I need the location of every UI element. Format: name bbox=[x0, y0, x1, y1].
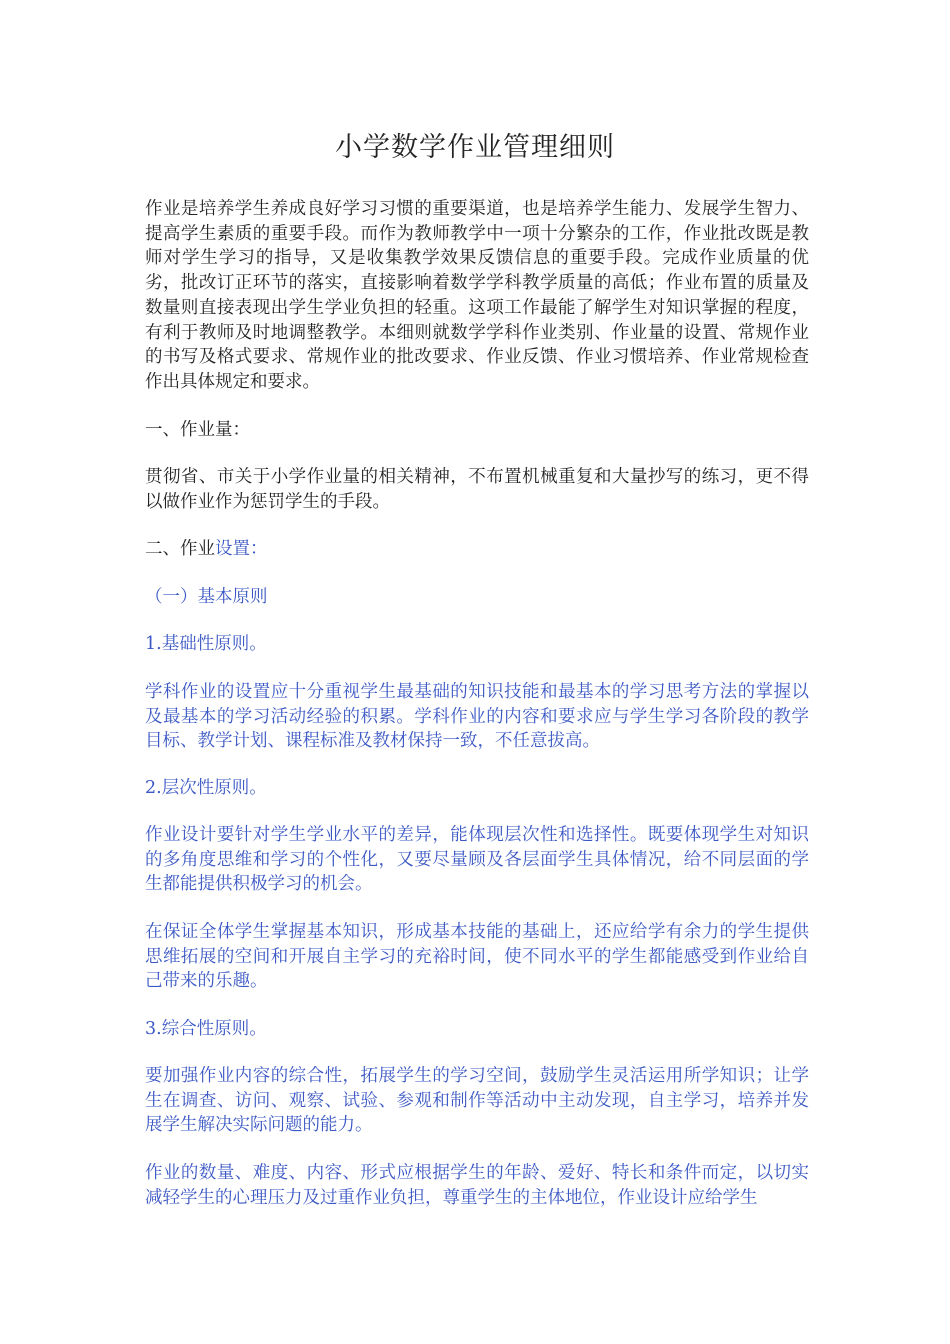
section-2-heading-prefix: 二、作业 bbox=[145, 539, 215, 559]
section-2-heading bbox=[145, 537, 809, 562]
principle-1-heading: 1.基础性原则。 bbox=[145, 634, 267, 654]
principle-2-heading: 2.层次性原则。 bbox=[145, 778, 267, 798]
principle-3-body-2: 作业的数量、难度、内容、形式应根据学生的年龄、爱好、特长和条件而定，以切实减轻学生的心理压力及过重作业负担，尊重学生的主体地位，作业设计应给学生 bbox=[145, 1163, 809, 1208]
subsection-1-heading: （一）基本原则 bbox=[145, 587, 268, 607]
principle-1-body: 学科作业的设置应十分重视学生最基础的知识技能和最基本的学习思考方法的掌握以及最基本的学习活动经验的积累。学科作业的内容和要求应与学生学习各阶段的教学目标、教学计划、课程标准及教材保持一致，不任意拔高。 bbox=[145, 682, 809, 752]
intro-paragraph: 作业是培养学生养成良好学习习惯的重要渠道，也是培养学生能力、发展学生智力、提高学生素质的重要手段。而作为教师教学中一项十分繁杂的工作，作业批改既是教师对学生学习的指导，又是收集教学效果反馈信息的重要手段。完成作业质量的优劣，批改订正环节的落实，直接影响着数学学科教学质量的高低；作业布置的质量及数量则直接表现出学生学业负担的轻重。这项工作最能了解学生对知识掌握的程度，有利于教师及时地调整教学。本细则就数学学科作业类别、作业量的设置、常规作业的书写及格式要求、常规作业的批改要求、作业反馈、作业习惯培养、作业常规检查作出具体规定和要求。 bbox=[145, 199, 809, 392]
section-1-heading: 一、作业量： bbox=[145, 420, 250, 440]
principle-3-heading: 3.综合性原则。 bbox=[145, 1019, 267, 1039]
document-title: 小学数学作业管理细则 bbox=[335, 132, 615, 163]
section-2-heading-suffix: 设置： bbox=[215, 539, 268, 559]
principle-2-body-1: 作业设计要针对学生学业水平的差异，能体现层次性和选择性。既要体现学生对知识的多角度思维和学习的个性化，又要尽量顾及各层面学生具体情况，给不同层面的学生都能提供积极学习的机会。 bbox=[145, 825, 809, 895]
principle-2-body-2: 在保证全体学生掌握基本知识，形成基本技能的基础上，还应给学有余力的学生提供思维拓展的空间和开展自主学习的充裕时间，使不同水平的学生都能感受到作业给自己带来的乐趣。 bbox=[145, 922, 809, 992]
section-1-body: 贯彻省、市关于小学作业量的相关精神，不布置机械重复和大量抄写的练习，更不得以做作业作为惩罚学生的手段。 bbox=[145, 467, 809, 512]
principle-3-body-1: 要加强作业内容的综合性，拓展学生的学习空间，鼓励学生灵活运用所学知识；让学生在调查、访问、观察、试验、参观和制作等活动中主动发现，自主学习，培养并发展学生解决实际问题的能力。 bbox=[145, 1066, 809, 1136]
